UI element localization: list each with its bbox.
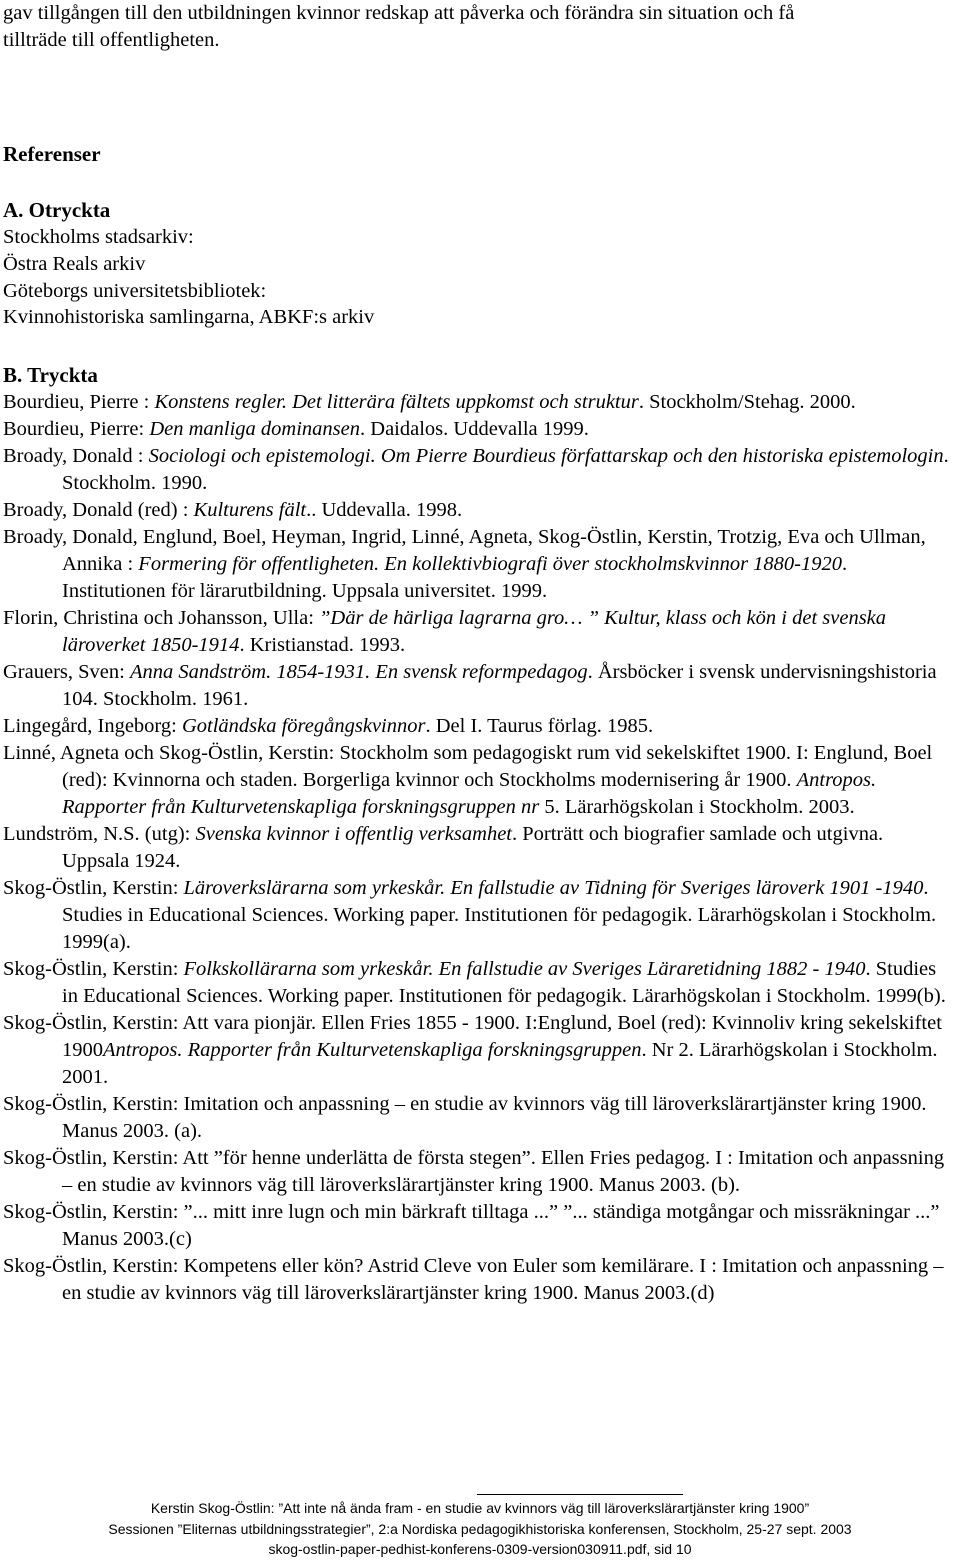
reference-text: . Kristianstad. 1993. [239,634,406,656]
reference-entry [3,659,953,713]
reference-text: Bourdieu, Pierre: [3,418,150,440]
reference-entry [3,1091,953,1145]
reference-list [3,389,953,1307]
reference-entry [3,1199,953,1253]
intro-paragraph [3,0,953,54]
references-heading: Referenser [3,142,101,166]
reference-title: Läroverkslärarna som yrkeskår. En fallstudie av Tidning för Sveriges läroverk 1901 -1940 [183,877,924,899]
reference-entry [3,524,953,605]
reference-text: . Institutionen för lärarutbildning. Uppsala universitet. 1999. [62,553,848,602]
reference-title: Konstens regler. Det litterära fältets uppkomst och struktur [154,391,639,413]
reference-text: Skog-Östlin, Kerstin: Att ”för henne underlätta de första stegen”. Ellen Fries pedagog. I : Imitation och anpassning – en studie av kvinnors väg till läroverkslärartjänster kring 1900. Manus 2003. (b). [3,1147,945,1196]
reference-title: Formering för offentligheten. En kollektivbiografi över stockholmskvinnor 1880-1920 [138,553,843,575]
unprinted-heading: A. Otryckta [3,198,111,222]
reference-entry [3,1145,953,1199]
reference-title: Svenska kvinnor i offentlig verksamhet [195,823,512,845]
reference-text: Skog-Östlin, Kerstin: Imitation och anpassning – en studie av kvinnors väg till läroverkslärartjänster kring 1900. Manus 2003. (a). [3,1093,927,1142]
reference-text: Linné, Agneta och Skog-Östlin, Kerstin: Stockholm som pedagogiskt rum vid sekelskiftet 1900. I: Englund, Boel (red): Kvinnorna och staden. Borgerliga kvinnor och Stockholms modernisering år 1900. [3,742,933,791]
printed-heading: B. Tryckta [3,363,98,387]
archive-item: Stockholms stadsarkiv: [3,226,194,248]
reference-text: Florin, Christina och Johansson, Ulla: [3,607,320,629]
reference-title: Antropos. Rapporter från Kulturvetenskapliga forskningsgruppen [103,1039,642,1061]
reference-text: Lingegård, Ingeborg: [3,715,182,737]
reference-entry [3,389,953,416]
reference-title: Folkskollärarna som yrkeskår. En fallstudie av Sveriges Läraretidning 1882 - 1940 [183,958,866,980]
reference-text: . Stockholm/Stehag. 2000. [638,391,856,413]
reference-text: . Daidalos. Uddevalla 1999. [360,418,589,440]
reference-entry [3,875,953,956]
reference-text: Skog-Östlin, Kerstin: [3,877,184,899]
reference-title: Antropos. Rapporter från Kulturvetenskapliga forskningsgruppen nr [62,769,877,818]
reference-title: Den manliga dominansen [149,418,361,440]
reference-text: Lundström, N.S. (utg): [3,823,196,845]
reference-title: Anna Sandström. 1854-1931. En svensk reformpedagog [129,661,588,683]
reference-text: . Nr 2. Lärarhögskolan i Stockholm. 2001. [62,1039,938,1088]
reference-text: . Del I. Taurus förlag. 1985. [425,715,654,737]
unprinted-sources [3,197,953,331]
archive-item: Göteborgs universitetsbibliotek: [3,279,267,302]
reference-text: . Studies in Educational Sciences. Working paper. Institutionen för pedagogik. Lärarhögskolan i Stockholm. 1999(b). [62,958,946,1007]
reference-text: . Stockholm. 1990. [62,445,949,494]
references-heading-block [3,141,953,167]
reference-text: Broady, Donald, Englund, Boel, Heyman, Ingrid, Linné, Agneta, Skog-Östlin, Kerstin, Trotzig, Eva och Ullman, Annika : [3,526,926,575]
intro-line: gav tillgången till den utbildningen kvinnor redskap att påverka och förändra sin situation och få [3,2,795,24]
reference-title: Kulturens fält [193,499,307,521]
reference-text: . Årsböcker i svensk undervisningshistoria 104. Stockholm. 1961. [62,661,937,710]
reference-text: .. Uddevalla. 1998. [306,499,463,521]
archive-item: Östra Reals arkiv [3,252,146,275]
footer-line: Kerstin Skog-Östlin: ”Att inte nå ända fram - en studie av kvinnors väg till läroverkslärartjänster kring 1900” [150,1500,810,1516]
reference-entry [3,443,953,497]
reference-entry [3,740,953,821]
reference-title: Sociologi och epistemologi. Om Pierre Bourdieus författarskap och den historiska epistemologin [148,445,944,467]
reference-text: Bourdieu, Pierre : [3,391,155,413]
reference-entry [3,821,953,875]
footer-line: skog-ostlin-paper-pedhist-konferens-0309-version030911.pdf, sid 10 [268,1541,692,1557]
reference-title: Gotländska föregångskvinnor [181,715,426,737]
reference-entry [3,713,953,740]
reference-text: . Porträtt och biografier samlade och utgivna. Uppsala 1924. [62,823,884,872]
reference-text: Skog-Östlin, Kerstin: Kompetens eller kön? Astrid Cleve von Euler som kemilärare. I : Imitation och anpassning – en studie av kvinnors väg till läroverkslärartjänster kring 1900. Manus 2003.(d) [3,1255,944,1304]
reference-title: ”Där de härliga lagrarna gro… ” Kultur, klass och kön i det svenska läroverket 1850-1914 [62,607,887,656]
reference-text: Skog-Östlin, Kerstin: [3,958,184,980]
archive-item: Kvinnohistoriska samlingarna, ABKF:s arkiv [3,306,375,329]
reference-text: Broady, Donald : [3,445,149,467]
reference-entry [3,1010,953,1091]
footer-line: Sessionen ”Eliternas utbildningsstrategier”, 2:a Nordiska pedagogikhistoriska konferensen, Stockholm, 25-27 sept. 2003 [108,1520,852,1537]
reference-entry [3,1253,953,1307]
reference-text: 5. Lärarhögskolan i Stockholm. 2003. [539,796,855,818]
reference-text: Skog-Östlin, Kerstin: ”... mitt inre lugn och min bärkraft tilltaga ...” ”... ständiga motgångar och missräkningar ...” Manus 2003.(c) [3,1201,940,1250]
reference-text: Broady, Donald (red) : [3,499,194,521]
reference-text: . Studies in Educational Sciences. Working paper. Institutionen för pedagogik. Lärarhögskolan i Stockholm. 1999(a). [62,877,937,953]
footer-rule [477,1494,683,1495]
printed-sources [3,362,953,1307]
reference-entry [3,605,953,659]
reference-entry [3,497,953,524]
reference-text: Grauers, Sven: [3,661,130,683]
reference-text: Skog-Östlin, Kerstin: Att vara pionjär. Ellen Fries 1855 - 1900. I:Englund, Boel (red): Kvinnoliv kring sekelskiftet 1900 [3,1012,942,1061]
page-footer [0,1498,960,1560]
intro-line: tillträde till offentligheten. [3,28,220,51]
reference-entry [3,416,953,443]
reference-entry [3,956,953,1010]
